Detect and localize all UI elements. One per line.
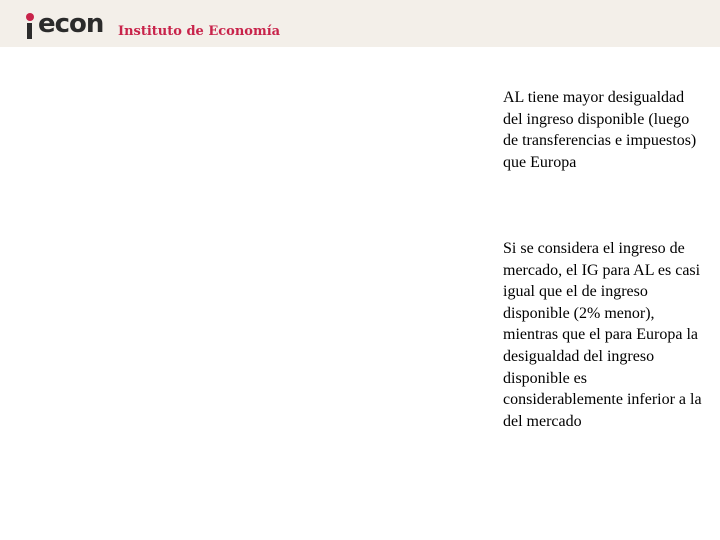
logo-wordmark: econ (38, 9, 104, 39)
institute-name: Instituto de Economía (118, 24, 281, 39)
logo-i-mark-icon (24, 12, 36, 42)
logo-dot (26, 13, 34, 21)
logo-stem (27, 23, 32, 39)
header-bar (0, 0, 720, 47)
paragraph-2: Si se considera el ingreso de mercado, el IG para AL es casi igual que el de ingreso disponible (2% menor), mientras que el para Europa la desigualdad del ingreso disponible es considerablemente inferior a la del mercado (503, 240, 702, 430)
paragraph-1: AL tiene mayor desigualdad del ingreso disponible (luego de transferencias e impuestos) que Europa (503, 89, 697, 171)
